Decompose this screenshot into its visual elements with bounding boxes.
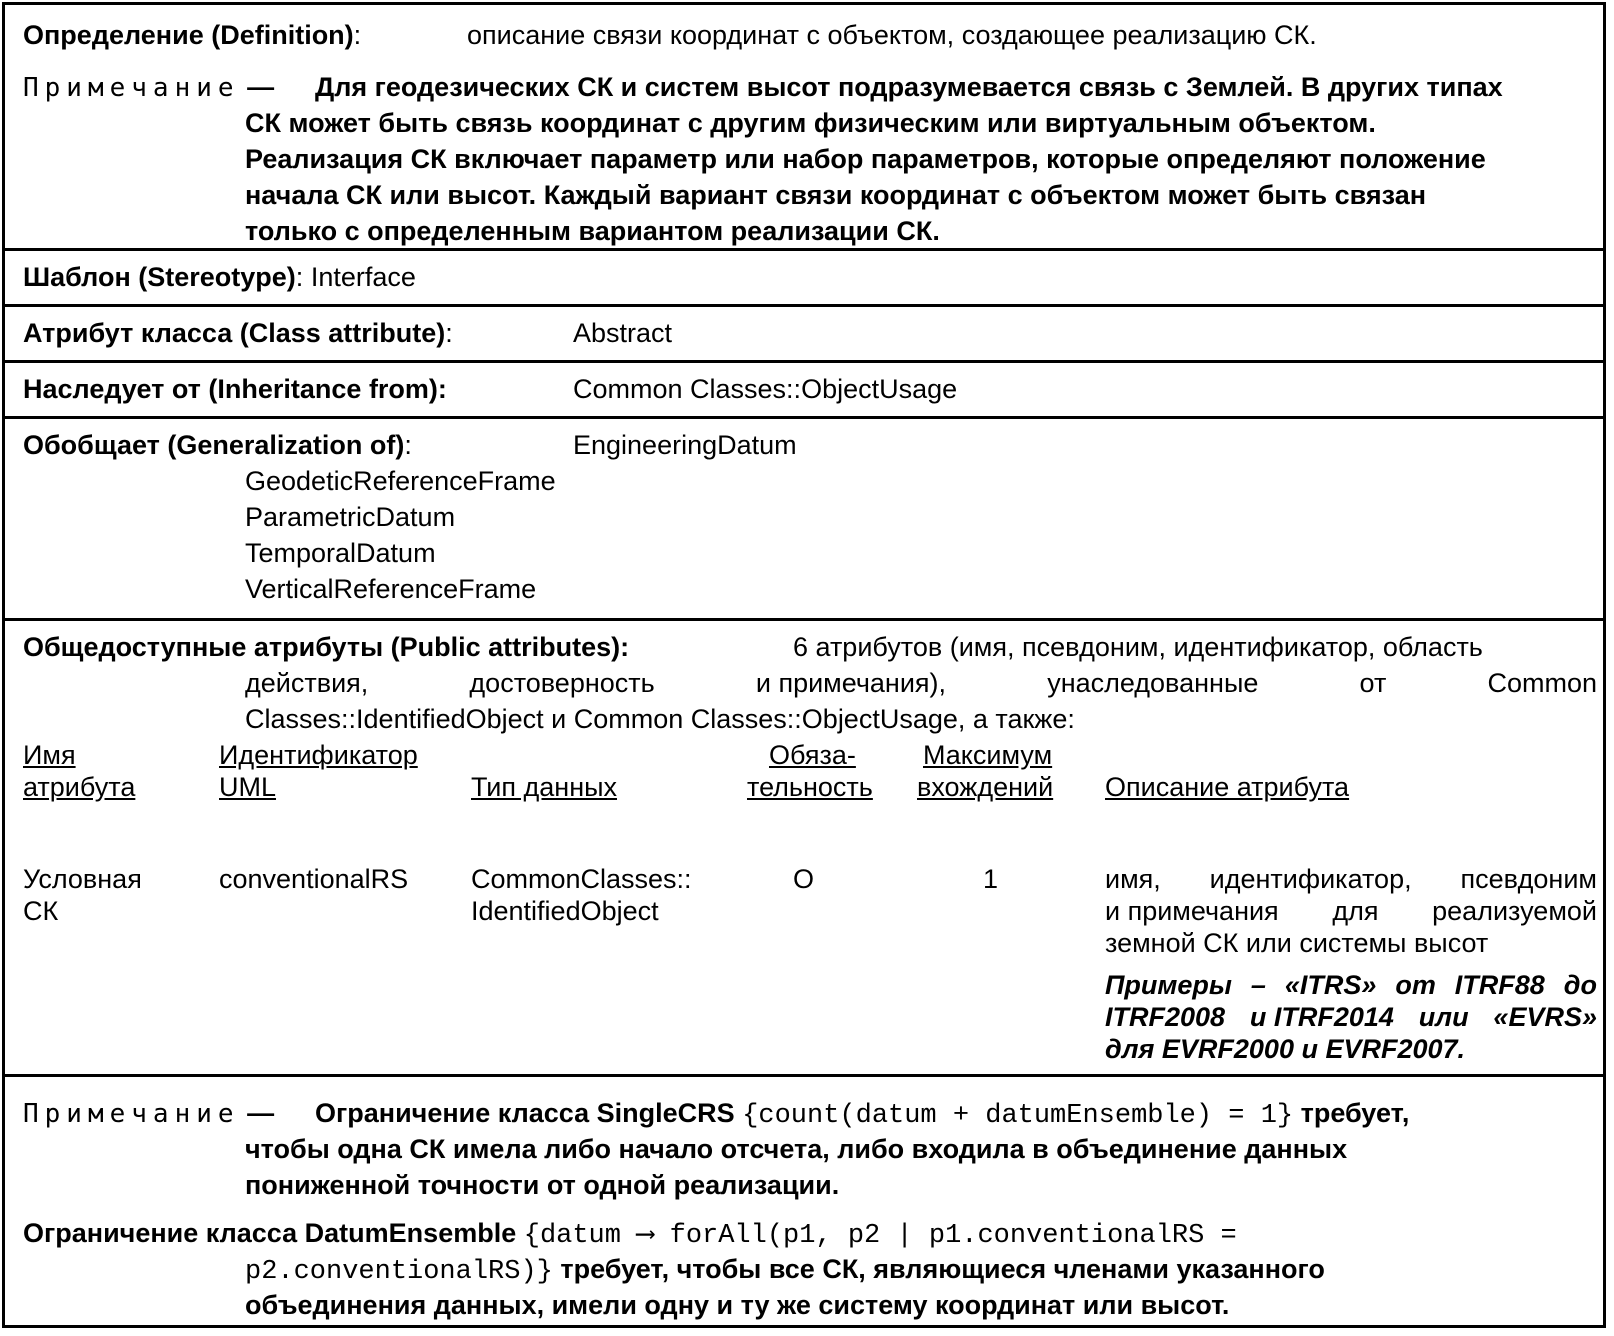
public-attributes-line1: 6 атрибутов (имя, псевдоним, идентификатор, область <box>793 632 1483 662</box>
word: «ITRS» <box>1284 970 1377 1000</box>
note1-line: только с определенным вариантом реализации СК. <box>245 216 940 246</box>
word: «EVRS» <box>1493 1002 1597 1032</box>
row-desc-line1 <box>1105 861 1597 897</box>
constraint-line2-text: требует, чтобы все СК, являющиеся членами указанного <box>560 1254 1325 1284</box>
note1-dash: — <box>247 72 275 102</box>
word: для <box>1332 896 1379 926</box>
class-attribute-label-row <box>23 315 453 351</box>
generalization-item: TemporalDatum <box>245 538 436 568</box>
header-uml-1: Идентификатор <box>219 740 418 770</box>
word: – <box>1250 970 1266 1000</box>
generalization-colon: : <box>404 430 412 460</box>
class-attribute-section <box>5 307 1603 363</box>
stereotype-value: Interface <box>310 262 416 292</box>
row-example-line2 <box>1105 999 1597 1035</box>
header-obligation-1: Обяза- <box>769 740 856 770</box>
generalization-item: ParametricDatum <box>245 502 456 532</box>
row-obligation: O <box>793 864 815 894</box>
word: имя, <box>1105 864 1161 894</box>
word: Примеры <box>1105 970 1232 1000</box>
definition-colon: : <box>353 20 362 50</box>
generalization-item: GeodeticReferenceFrame <box>245 466 556 496</box>
public-attributes-section <box>5 621 1603 1077</box>
constraint-line2-code: p2.conventionalRS)} <box>245 1257 553 1287</box>
constraint-line2 <box>245 1251 1325 1290</box>
note2-label: Примечание <box>23 1099 240 1129</box>
inheritance-section <box>5 363 1603 419</box>
note1-line: Реализация СК включает параметр или набор параметров, которые определяют положение <box>245 144 1486 174</box>
word: или <box>1418 1002 1469 1032</box>
word: Common <box>1487 668 1597 698</box>
header-obligation-2: тельность <box>747 772 873 802</box>
stereotype-label: Шаблон (Stereotype) <box>23 262 296 292</box>
word: и ITRF2014 <box>1249 1002 1394 1032</box>
note2-line1-tail: требует, <box>1300 1098 1410 1128</box>
note2-line1 <box>315 1095 1409 1134</box>
definition-table <box>2 2 1606 1328</box>
note1-label: Примечание <box>23 73 240 103</box>
word: унаследованные <box>1047 668 1259 698</box>
generalization-item: VerticalReferenceFrame <box>245 574 537 604</box>
generalization-label-row <box>23 427 412 463</box>
word: действия, <box>245 668 369 698</box>
row-desc-line3: земной СК или системы высот <box>1105 928 1489 958</box>
header-name-2: атрибута <box>23 772 136 802</box>
word: от <box>1395 970 1436 1000</box>
constraint-line1 <box>23 1215 1237 1254</box>
word: псевдоним <box>1460 864 1597 894</box>
note2-line1-code: {count(datum + datumEnsemble) = 1} <box>742 1101 1294 1131</box>
constraint-line3: объединения данных, имели одну и ту же систему координат или высот. <box>245 1290 1230 1320</box>
word: идентификатор, <box>1209 864 1412 894</box>
word: ITRF88 <box>1454 970 1545 1000</box>
constraint-line1-code: {datum ⟶ forAll(p1, p2 | p1.conventionalRS = <box>523 1221 1237 1251</box>
row-uml: conventionalRS <box>219 864 409 894</box>
row-desc-line2 <box>1105 893 1597 929</box>
definition-label-row <box>23 17 361 53</box>
row-example-line3: для EVRF2000 и EVRF2007. <box>1105 1034 1466 1064</box>
definition-value: описание связи координат с объектом, создающее реализацию СК. <box>467 20 1317 50</box>
word: и примечания), <box>755 668 947 698</box>
header-desc: Описание атрибута <box>1105 772 1350 802</box>
class-attribute-value: Abstract <box>573 318 673 348</box>
word: и примечания <box>1105 896 1279 926</box>
row-name-2: СК <box>23 896 59 926</box>
stereotype-section <box>5 251 1603 307</box>
public-attributes-label: Общедоступные атрибуты (Public attributes): <box>23 632 630 662</box>
word: достоверность <box>469 668 655 698</box>
note1-line: Для геодезических СК и систем высот подразумевается связь с Землей. В других типах <box>315 72 1503 102</box>
inheritance-value: Common Classes::ObjectUsage <box>573 374 958 404</box>
public-attributes-line2 <box>245 665 1597 701</box>
definition-section <box>5 5 1603 251</box>
inheritance-label: Наследует от (Inheritance from): <box>23 374 447 404</box>
stereotype-colon: : <box>295 262 304 292</box>
generalization-item: EngineeringDatum <box>573 430 797 460</box>
generalization-section <box>5 419 1603 621</box>
note2-line3: пониженной точности от одной реализации. <box>245 1170 840 1200</box>
note2-line2: чтобы одна СК имела либо начало отсчета, либо входила в объединение данных <box>245 1134 1348 1164</box>
row-name-1: Условная <box>23 864 142 894</box>
word: ITRF2008 <box>1105 1002 1226 1032</box>
row-example-line1 <box>1105 967 1597 1003</box>
class-attribute-label: Атрибут класса (Class attribute) <box>23 318 446 348</box>
header-type: Тип данных <box>471 772 618 802</box>
stereotype-row <box>23 259 416 295</box>
word: от <box>1359 668 1387 698</box>
note2-line1-text: Ограничение класса SingleCRS <box>315 1098 735 1128</box>
note1-label-row <box>23 69 274 106</box>
header-uml-2: UML <box>219 772 277 802</box>
generalization-label: Обобщает (Generalization of) <box>23 430 405 460</box>
row-type-2: IdentifiedObject <box>471 896 659 926</box>
note2-dash: — <box>247 1098 275 1128</box>
row-type-1: CommonClasses:: <box>471 864 692 894</box>
note1-line: СК может быть связь координат с другим физическим или виртуальным объектом. <box>245 108 1376 138</box>
public-attributes-line3: Classes::IdentifiedObject и Common Classes::ObjectUsage, а также: <box>245 704 1075 734</box>
header-max-1: Максимум <box>923 740 1053 770</box>
word: до <box>1563 970 1597 1000</box>
note1-line: начала СК или высот. Каждый вариант связи координат с объектом может быть связан <box>245 180 1427 210</box>
header-max-2: вхождений <box>917 772 1054 802</box>
row-max: 1 <box>983 864 999 894</box>
constraints-section <box>5 1077 1603 1325</box>
definition-label: Определение (Definition) <box>23 20 354 50</box>
constraint-line1-text: Ограничение класса DatumEnsemble <box>23 1218 517 1248</box>
word: реализуемой <box>1432 896 1597 926</box>
header-name-1: Имя <box>23 740 76 770</box>
note2-label-row <box>23 1095 274 1132</box>
class-attribute-colon: : <box>445 318 453 348</box>
